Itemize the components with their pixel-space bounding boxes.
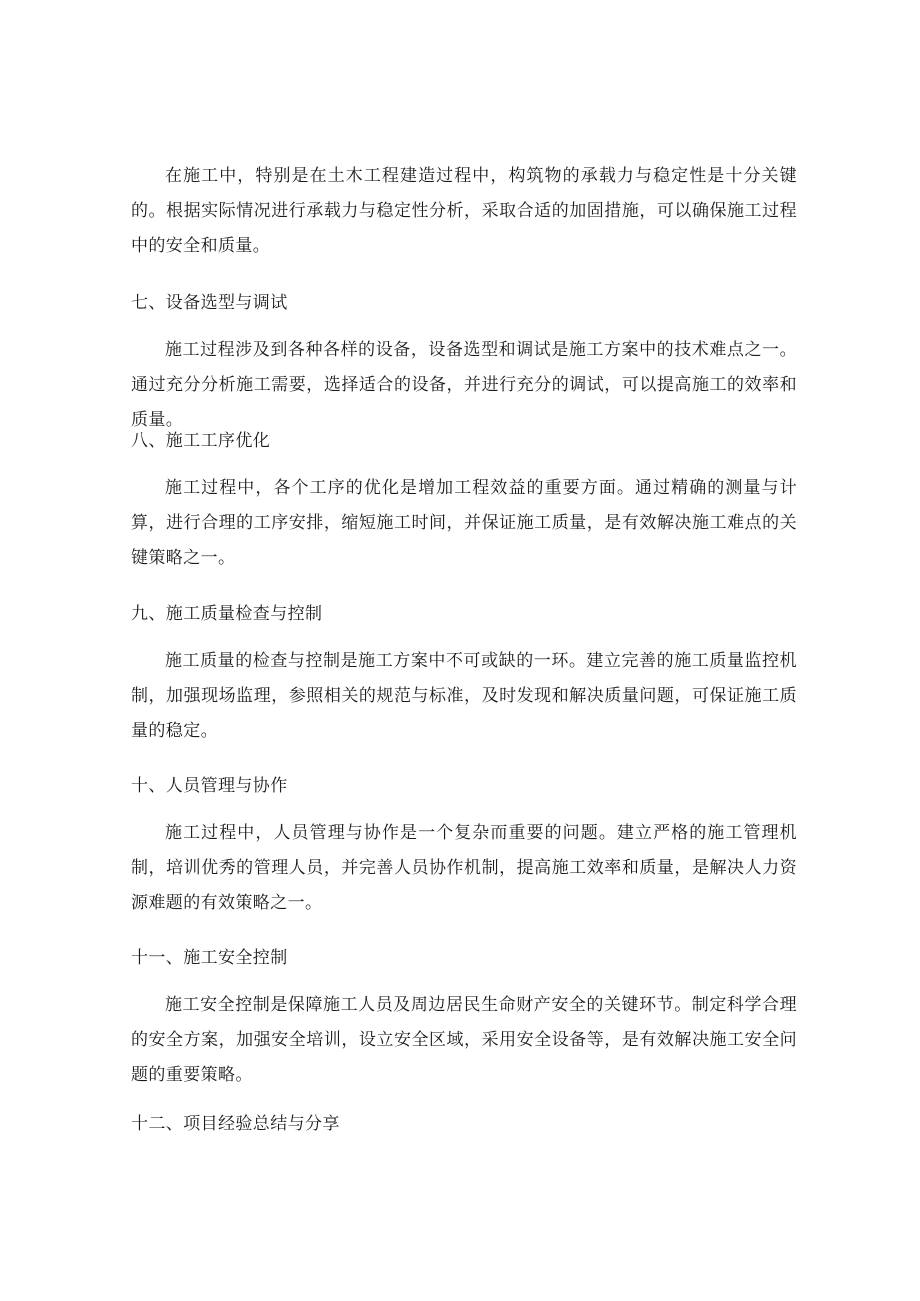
section-heading-7: 七、设备选型与调试 [131, 293, 288, 313]
section-paragraph-10: 施工过程中，人员管理与协作是一个复杂而重要的问题。建立严格的施工管理机制，培训优秀的管理人员，并完善人员协作机制，提高施工效率和质量，是解决人力资源难题的有效策略之一。 [131, 823, 797, 913]
section-heading-12: 十二、项目经验总结与分享 [131, 1114, 340, 1134]
intro-paragraph: 在施工中，特别是在土木工程建造过程中，构筑物的承载力与稳定性是十分关键的。根据实际情况进行承载力与稳定性分析，采取合适的加固措施，可以确保施工过程中的安全和质量。 [131, 166, 797, 256]
section-paragraph-7: 施工过程涉及到各种各样的设备，设备选型和调试是施工方案中的技术难点之一。通过充分分析施工需要，选择适合的设备，并进行充分的调试，可以提高施工的效率和质量。 [131, 340, 797, 430]
section-heading-10: 十、人员管理与协作 [131, 776, 288, 796]
section-paragraph-11: 施工安全控制是保障施工人员及周边居民生命财产安全的关键环节。制定科学合理的安全方案，加强安全培训，设立安全区域，采用安全设备等，是有效解决施工安全问题的重要策略。 [131, 995, 797, 1085]
section-paragraph-8: 施工过程中，各个工序的优化是增加工程效益的重要方面。通过精确的测量与计算，进行合理的工序安排，缩短施工时间，并保证施工质量，是有效解决施工难点的关键策略之一。 [131, 478, 797, 568]
section-heading-8: 八、施工工序优化 [131, 431, 271, 451]
section-paragraph-9: 施工质量的检查与控制是施工方案中不可或缺的一环。建立完善的施工质量监控机制，加强现场监理，参照相关的规范与标准，及时发现和解决质量问题，可保证施工质量的稳定。 [131, 651, 797, 741]
section-heading-9: 九、施工质量检查与控制 [131, 604, 323, 624]
section-heading-11: 十一、施工安全控制 [131, 948, 288, 968]
